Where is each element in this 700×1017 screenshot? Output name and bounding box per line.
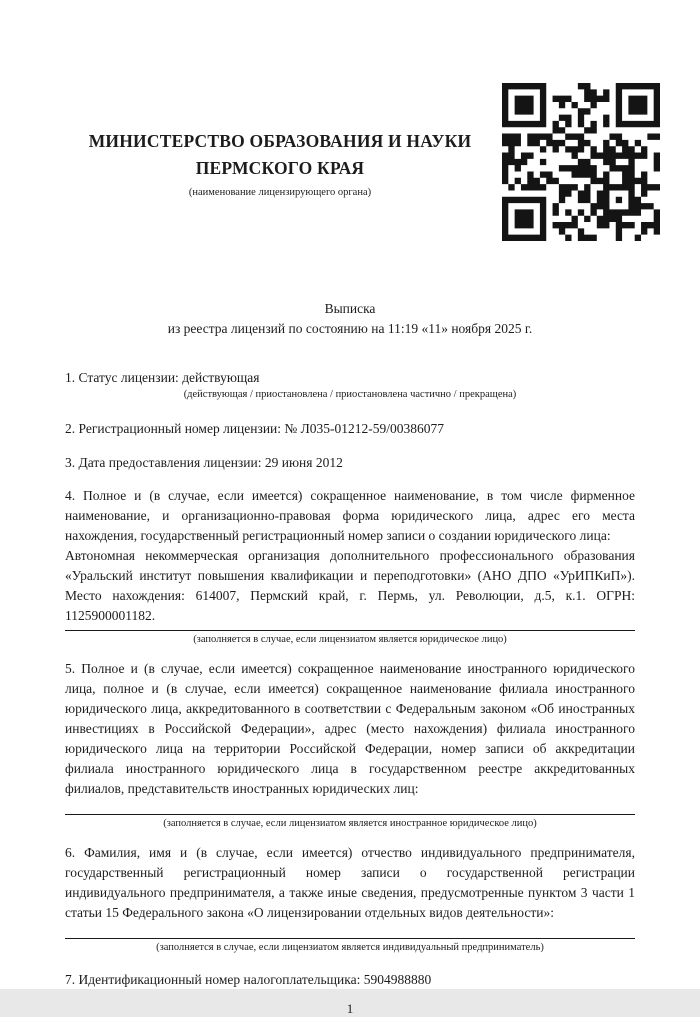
registration-number-field: [65, 420, 635, 437]
legal-entity-answer: Автономная некоммерческая организация дополнительного профессионального образования «Уральский институт повышения квалификации и переподготовки» (АНО ДПО «УрИПКиП»). Место нахождения: 614007, Пермский край, г. Пермь, ул. Революции, д.5, к.1. ОГРН: 1125900001182.: [65, 548, 635, 623]
legal-entity-caption: (заполняется в случае, если лицензиатом является юридическое лицо): [193, 634, 507, 645]
document-title: Выписка: [324, 301, 376, 316]
foreign-entity-caption: (заполняется в случае, если лицензиатом является иностранное юридическое лицо): [163, 818, 537, 829]
grant-date-value: 29 июня 2012: [264, 455, 343, 470]
foreign-entity-question: 5. Полное и (в случае, если имеется) сокращенное наименование иностранного юридического лица, полное и (в случае, если имеется) сокращенное наименование филиала иностранного юридического лица, аккредитованного в соответствии с Федеральным законом «Об иностранных инвестициях в Российской Федерации», адрес (место нахождения) филиала иностранного юридического лица на территории Российской Федерации, номер записи об аккредитации филиала иностранного юридического лица в государственном реестре аккредитованных филиалов, представительств иностранных юридических лиц:: [65, 661, 635, 796]
legal-entity-question: 4. Полное и (в случае, если имеется) сокращенное наименование, в том числе фирменное наименование, и организационно-правовая форма юридического лица, адрес его места нахождения, государственный регистрационный номер записи о создании юридического лица:: [65, 488, 635, 543]
license-status-options-caption: (действующая / приостановлена / приостановлена частично / прекращена): [183, 389, 517, 400]
legal-entity-section: [65, 486, 635, 646]
document-subtitle: из реестра лицензий по состоянию на 11:19 «11» ноября 2025 г.: [167, 321, 533, 336]
ministry-name-line2: ПЕРМСКОГО КРАЯ: [195, 158, 365, 178]
license-status-value: действующая: [182, 370, 260, 385]
taxpayer-number-field: [65, 971, 635, 988]
taxpayer-number-value: 5904988880: [363, 972, 432, 987]
licensing-authority-caption: (наименование лицензирующего органа): [188, 187, 372, 198]
document-title-block: [65, 299, 635, 339]
entrepreneur-caption: (заполняется в случае, если лицензиатом является индивидуальный предприниматель): [156, 942, 544, 953]
license-status-label: 1. Статус лицензии:: [65, 370, 179, 385]
registration-number-label: 2. Регистрационный номер лицензии:: [65, 421, 282, 436]
fill-line: [65, 630, 635, 631]
taxpayer-number-label: 7. Идентификационный номер налогоплательщика:: [65, 972, 361, 987]
licensing-authority-block: [65, 0, 495, 199]
document-header: [65, 0, 635, 199]
qr-code: [502, 83, 660, 241]
grant-date-field: [65, 454, 635, 471]
page-number: 1: [346, 1001, 354, 1016]
fill-line: [65, 814, 635, 815]
registration-number-value: № Л035-01212-59/00386077: [284, 421, 445, 436]
foreign-entity-section: [65, 659, 635, 830]
ministry-name-line1: МИНИСТЕРСТВО ОБРАЗОВАНИЯ И НАУКИ: [88, 131, 472, 151]
entrepreneur-question: 6. Фамилия, имя и (в случае, если имеется) отчество индивидуального предпринимателя, государственный регистрационный номер записи о государственной регистрации индивидуального предпринимателя, а также иные сведения, предусмотренные пунктом 3 части 1 статьи 15 Федерального закона «О лицензировании отдельных видов деятельности»:: [65, 845, 635, 920]
fill-line: [65, 938, 635, 939]
license-status-field: [65, 369, 635, 386]
entrepreneur-section: [65, 843, 635, 954]
grant-date-label: 3. Дата предоставления лицензии:: [65, 455, 262, 470]
